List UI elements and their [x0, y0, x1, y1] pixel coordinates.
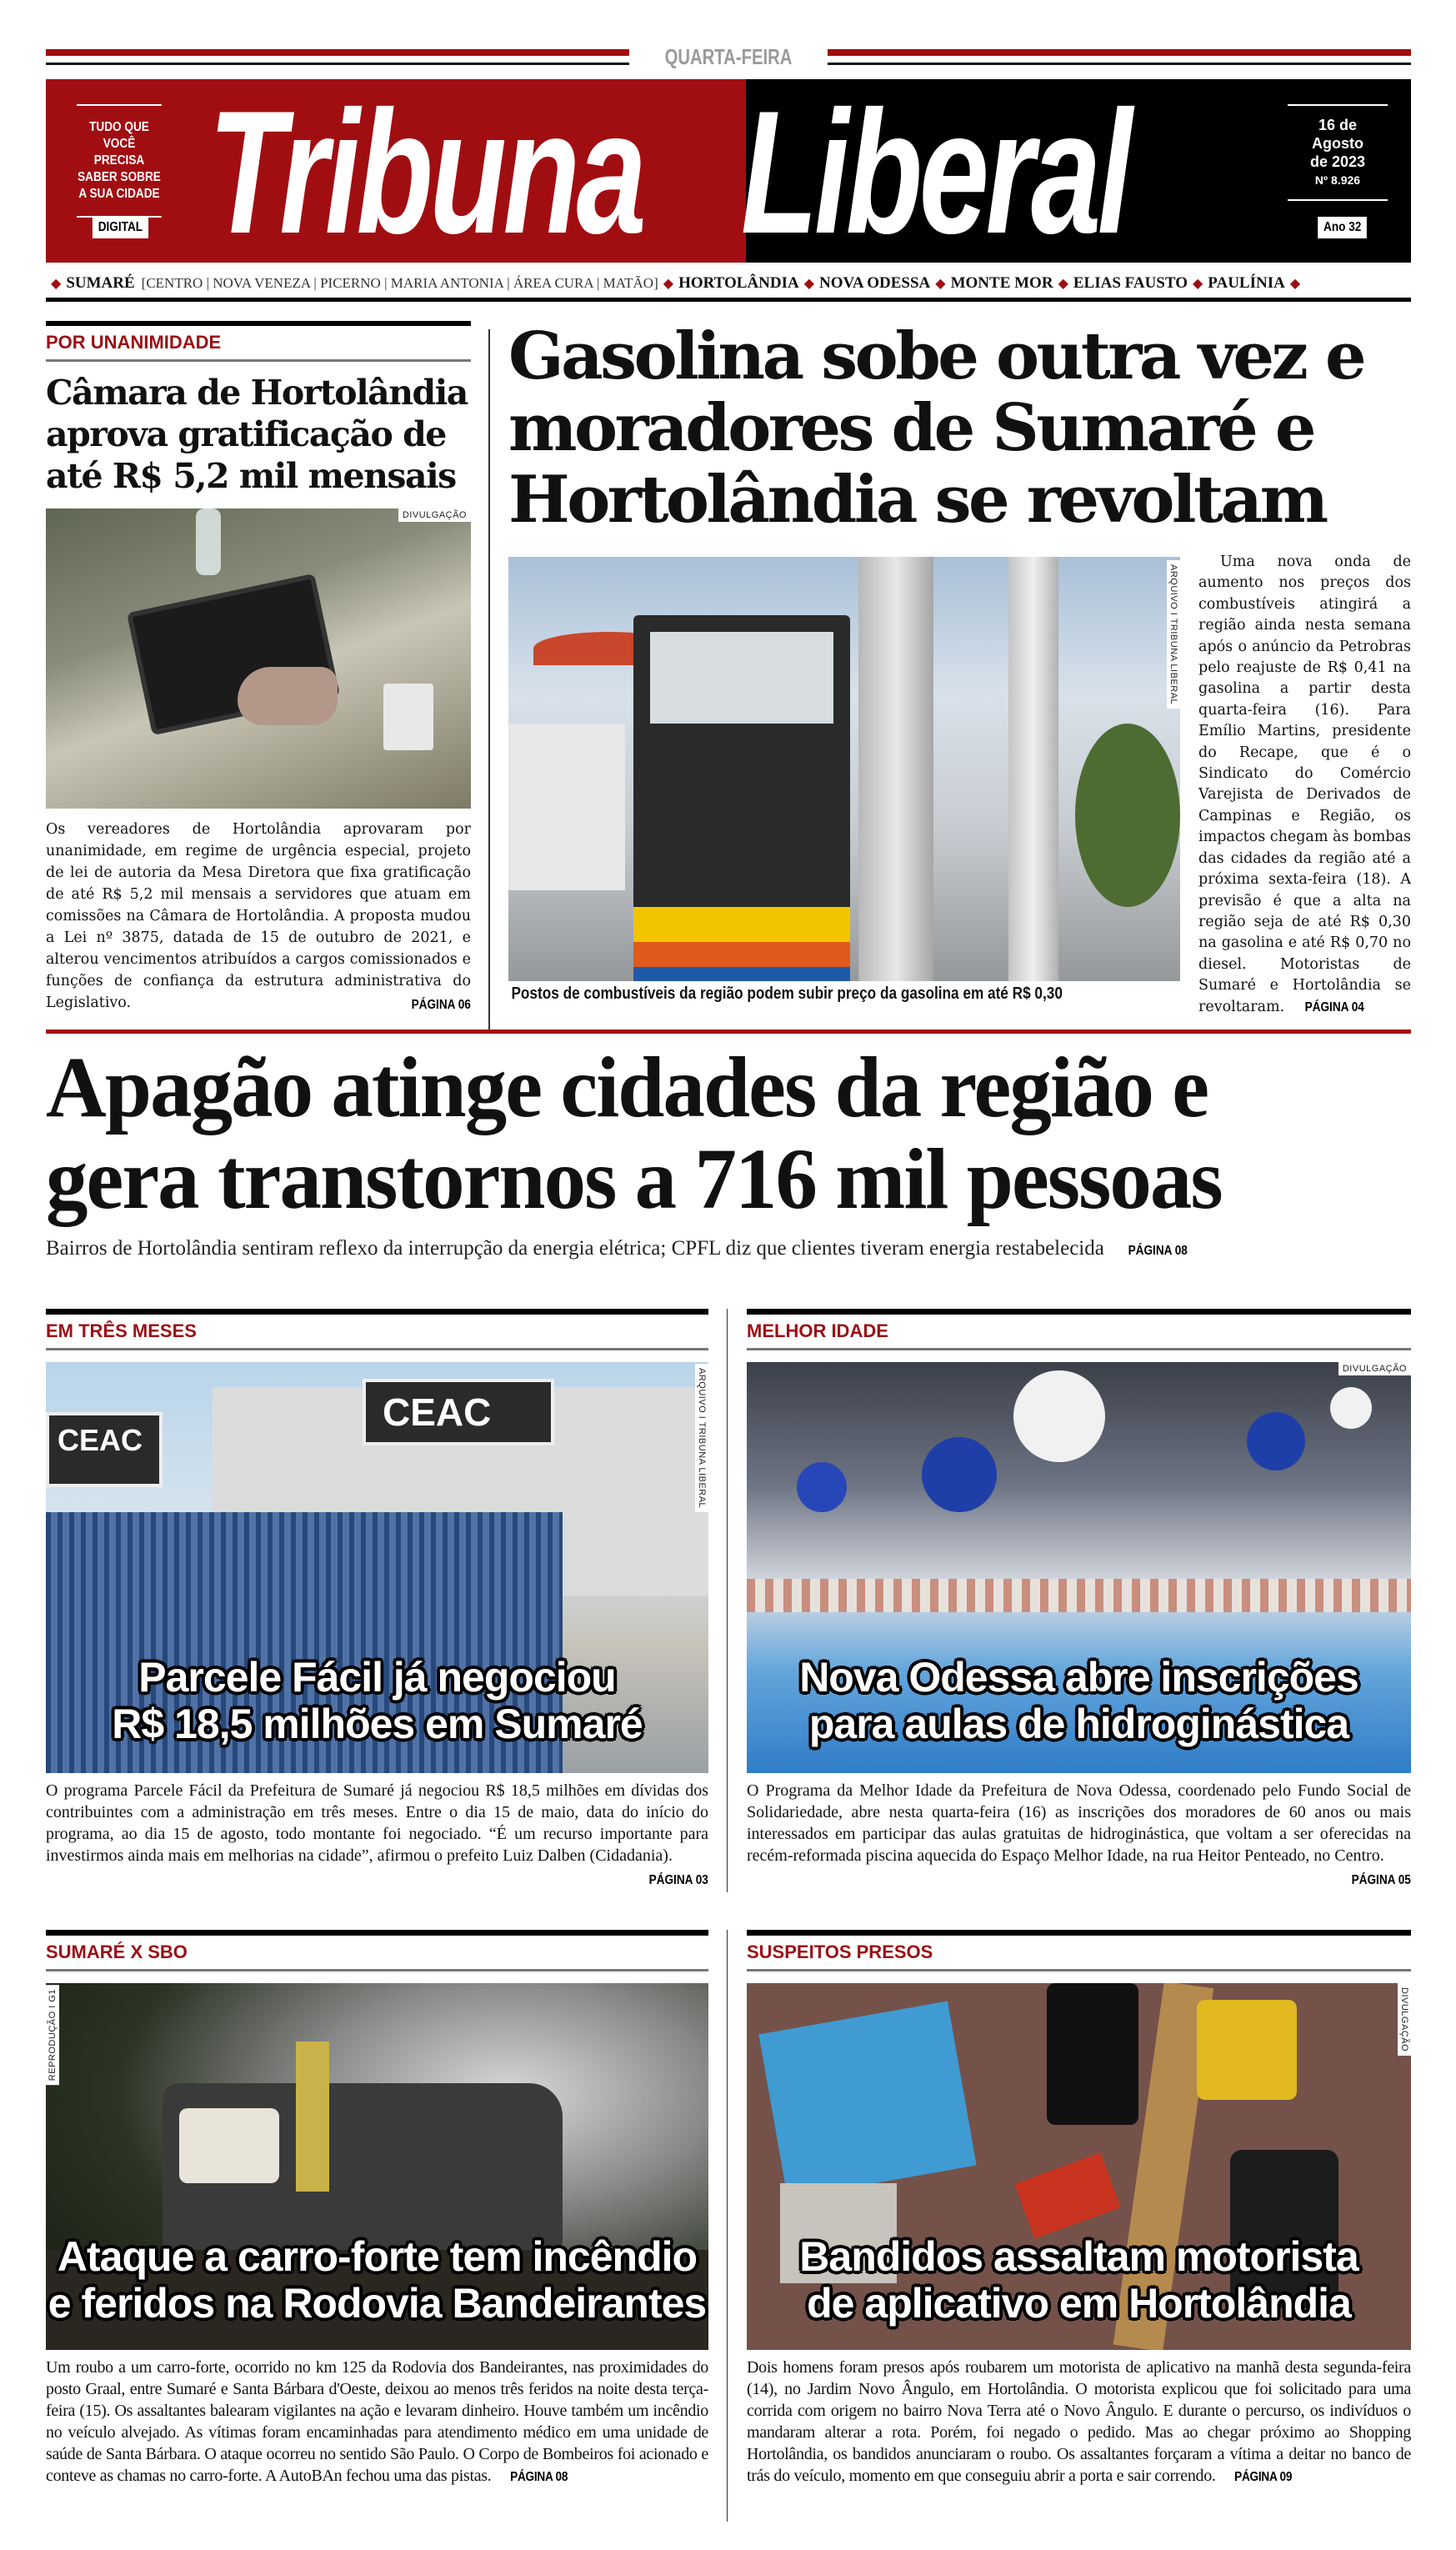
caption-bar [508, 981, 1180, 1009]
weekday-bar [46, 46, 1411, 71]
body-text: O Programa da Melhor Idade da Prefeitura de Nova Odessa, coordenado pelo Fundo Social de Solidariedade, abre nesta quarta-feira (16) as inscrições dos moradores de 60 anos ou mais interessados em participar das aulas gratuitas de hidroginástica, que voltam a ser oferecidas na recém-reformada piscina aquecida do Espaço Melhor Idade, na rua Heitor Penteado, no Centro. [747, 1781, 1411, 1865]
tagline-line: TUDO QUE [89, 120, 149, 134]
item-phone [1047, 1983, 1138, 2125]
rule [828, 49, 1411, 56]
column-divider [727, 1309, 728, 1892]
article-body [747, 1780, 1411, 1887]
body-text: Dois homens foram presos após roubarem um motorista de aplicativo na manhã desta segunda-feira (14), no Jardim Novo Ângulo, em Hortolândia. O motorista explicou que foi solicitado para uma corrida com origem no bairro Nova Terra até o Novo Ângulo. E durante o percurso, os indivíduos o mandaram alterar a rota. Porém, foi negado o pedido. Mas ao chegar próximo ao Shopping Hortolândia, os bandidos anunciaram o roubo. Os assaltantes forçaram a vítima a deitar no banco de trás do veículo, momento em que conseguiu abrir a porta e sair correndo. [747, 2358, 1411, 2485]
masthead-red-panel [46, 74, 746, 270]
photo-credit: ARQUIVO I TRIBUNA LIBERAL [1167, 560, 1180, 709]
ceac-sign-small: CEAC [46, 1412, 163, 1487]
column-divider [727, 1930, 728, 2522]
photo-credit: REPRODUÇÃO I G1 [46, 1985, 59, 2085]
photo-burning-truck [46, 1983, 708, 2350]
subhead-row [46, 1237, 1411, 1260]
balloon-blue [922, 1437, 997, 1512]
logo-liberal: Liberal [741, 74, 1129, 270]
headline[interactable]: Câmara de Hortolândia aprova gratificação de até R$ 5,2 mil mensais [46, 373, 468, 496]
kicker: EM TRÊS MESES [46, 1320, 708, 1350]
logo-tribuna: Tribuna [208, 74, 643, 270]
page-link[interactable]: PÁGINA 05 [1351, 1873, 1411, 1887]
overlay-headline[interactable] [46, 1654, 708, 1747]
pump-body [633, 615, 850, 1007]
article-body [46, 819, 471, 1014]
overlay-line: de aplicativo em Hortolândia [807, 2280, 1351, 2327]
red-divider [46, 1030, 1411, 1034]
overlay-line: R$ 18,5 milhões em Sumaré [112, 1701, 643, 1747]
subhead: Bairros de Hortolândia sentiram reflexo da interrupção da energia elétrica; CPFL diz que clientes tiveram energia restabelecida [46, 1237, 1104, 1260]
city-link-hortolandia[interactable]: HORTOLÂNDIA [678, 273, 799, 292]
article-body [747, 2357, 1411, 2488]
rule [46, 63, 629, 65]
photo-credit: DIVULGAÇÃO [1398, 1983, 1411, 2056]
car-shape [508, 724, 625, 890]
section-head [747, 1309, 1411, 1350]
overlay-line: Parcele Fácil já negociou [138, 1654, 616, 1701]
headline-line: gera transtornos a 716 mil pessoas [46, 1131, 1222, 1227]
diamond-icon: ◆ [935, 276, 946, 291]
balloon-white [1330, 1387, 1372, 1429]
photo-caption: Postos de combustíveis da região podem subir preço da gasolina em até R$ 0,30 [511, 984, 1063, 1003]
balloon-white [1013, 1370, 1105, 1462]
diamond-icon: ◆ [663, 276, 674, 291]
kicker: MELHOR IDADE [747, 1320, 1411, 1350]
diamond-icon: ◆ [1058, 276, 1068, 291]
item-red-card [1014, 2152, 1120, 2238]
balloon-blue [797, 1462, 847, 1512]
diamond-icon: ◆ [803, 276, 815, 291]
issue-date [1288, 104, 1388, 201]
photo-credit: DIVULGAÇÃO [1338, 1362, 1411, 1375]
city-nav [46, 268, 1411, 302]
story-camara[interactable] [46, 321, 471, 1016]
crowd-shape [747, 1579, 1411, 1612]
digital-badge: DIGITAL [93, 217, 148, 238]
kicker: POR UNANIMIDADE [46, 331, 471, 362]
photo-pool [747, 1362, 1411, 1773]
date-line: de 2023 [1309, 153, 1366, 170]
diamond-icon: ◆ [1289, 276, 1301, 291]
issue-number: Nº 8.926 [1314, 173, 1361, 187]
column-shape [1008, 557, 1058, 1009]
city-link-monte-mor[interactable]: MONTE MOR [950, 273, 1053, 292]
city-link-nova-odessa[interactable]: NOVA ODESSA [819, 273, 931, 292]
date-line: Agosto [1312, 135, 1363, 152]
bottle-shape [196, 508, 221, 575]
photo-ceac-building [46, 1362, 708, 1773]
section-head [46, 1930, 708, 1971]
photo-camara-tablet [46, 508, 471, 809]
fire-glow [179, 2108, 279, 2183]
date-line: 16 de [1318, 117, 1358, 133]
weekday-label: QUARTA-FEIRA [657, 44, 800, 70]
masthead-black-panel [741, 74, 1411, 270]
city-link-paulinia[interactable]: PAULÍNIA [1208, 273, 1285, 292]
firefighter-shape [296, 2042, 329, 2192]
photo-seized-items [747, 1983, 1411, 2350]
overlay-line: Ataque a carro-forte tem incêndio [57, 2233, 698, 2280]
photo-credit: DIVULGAÇÃO [398, 508, 471, 522]
diamond-icon: ◆ [1192, 276, 1203, 291]
diamond-icon: ◆ [51, 276, 62, 291]
headline[interactable] [46, 1042, 1370, 1225]
item-yellow [1197, 2000, 1297, 2100]
section-head [46, 321, 471, 362]
pump-display [650, 632, 833, 724]
overlay-line: Bandidos assaltam motorista [799, 2233, 1358, 2280]
body-text: Um roubo a um carro-forte, ocorrido no km 125 da Rodovia dos Bandeirantes, nas proximidades do posto Graal, entre Sumaré e Santa Bárbara d'Oeste, deixou ao menos três feridos na noite desta terça-feira (15). Os assaltantes balearam vigilantes na ação e levaram dinheiro. Houve também um incêndio no veículo alvejado. As vítimas foram encaminhadas para atendimento médico em uma unidade de saúde de Santa Bárbara. O ataque ocorreu no sentido São Paulo. O Corpo de Bombeiros foi acionado e conteve as chamas no carro-forte. A AutoBAn fechou uma das pistas. [46, 2358, 708, 2485]
column-shape [858, 557, 933, 1009]
page-link[interactable]: PÁGINA 03 [648, 1873, 708, 1887]
overlay-headline[interactable] [747, 1654, 1411, 1747]
photo-credit: ARQUIVO I TRIBUNA LIBERAL [695, 1364, 708, 1512]
story-parcele[interactable] [46, 1309, 708, 1891]
cup-shape [383, 684, 433, 750]
story-suspeitos[interactable] [747, 1930, 1411, 2488]
headline-line: Apagão atinge cidades da região e [46, 1040, 1208, 1135]
page-link[interactable]: PÁGINA 04 [1304, 999, 1364, 1014]
page-link[interactable]: PÁGINA 09 [1234, 2470, 1293, 2484]
article-body [46, 1780, 708, 1887]
tagline [77, 104, 162, 218]
article-body [46, 2357, 708, 2488]
page-link[interactable]: PÁGINA 08 [510, 2470, 568, 2484]
section-head [747, 1930, 1411, 1971]
body-text: Os vereadores de Hortolândia aprovaram por unanimidade, em regime de urgência especial, projeto de lei de autoria da Mesa Diretora que fixa gratificação de até R$ 5,2 mil mensais a servidores que atuam em comissões na Câmara de Hortolândia. A proposta mudou a Lei nº 3875, datada de 15 de outubro de 2021, e alterou vencimentos atribuídos a cargos comissionados e funções de confiança da estrutura administrativa do Legislativo. [46, 821, 471, 1011]
body-text: Uma nova onda de aumento nos preços dos combustíveis atingirá a região ainda nesta semana após o anúncio da Petrobras pelo reajuste de R$ 0,41 na gasolina a partir desta quarta-feira (16). Para Emílio Martins, presidente do Recape, que é o Sindicato do Comércio Varejista de Derivados de Campinas e Região, os impactos chegam às bombas das cidades da região até a próxima sexta-feira (18). A previsão é que a alta na região seja de até R$ 0,30 na gasolina e até R$ 0,70 no diesel. Motoristas de Sumaré e Hortolândia se revoltaram. [1198, 554, 1411, 1015]
body-text: O programa Parcele Fácil da Prefeitura de Sumaré já negociou R$ 18,5 milhões em dívidas dos contribuintes com a administração em três meses. Entre o dia 15 de maio, data do início do programa, ao dia 15 de agosto, todo montante foi negociado. “É um recurso importante para investirmos ainda mais em melhorias na cidade”, afirmou o prefeito Luiz Dalben (Cidadania). [46, 1781, 708, 1865]
year-badge: Ano 32 [1318, 217, 1367, 238]
ceac-sign: CEAC [363, 1379, 554, 1445]
overlay-line: para aulas de hidroginástica [808, 1701, 1349, 1747]
story-apagao[interactable] [46, 1042, 1411, 1260]
article-body [1198, 552, 1411, 1018]
section-head [46, 1309, 708, 1350]
overlay-line: Nova Odessa abre inscrições [799, 1654, 1358, 1701]
city-link-sumare[interactable]: SUMARÉ [66, 273, 135, 292]
kicker: SUSPEITOS PRESOS [747, 1941, 1411, 1971]
kicker: SUMARÉ X SBO [46, 1941, 708, 1971]
rule [828, 63, 1411, 65]
overlay-headline[interactable] [46, 2233, 708, 2327]
sumare-neighborhoods: [CENTRO | NOVA VENEZA | PICERNO | MARIA ANTONIA | ÁREA CURA | MATÃO] [141, 274, 658, 291]
headline[interactable]: Gasolina sobe outra vez e moradores de Sumaré e Hortolândia se revoltam [508, 318, 1364, 538]
page-link[interactable]: PÁGINA 08 [1128, 1244, 1188, 1258]
photo-fuel-pump [508, 557, 1180, 1009]
tagline-line: VOCÊ PRECISA [93, 137, 145, 168]
tagline-line: A SUA CIDADE [78, 187, 160, 201]
masthead[interactable] [46, 74, 1411, 270]
story-melhor-idade[interactable] [747, 1309, 1411, 1891]
balloon-blue [1247, 1412, 1305, 1470]
overlay-headline[interactable] [747, 2233, 1411, 2327]
city-link-elias-fausto[interactable]: ELIAS FAUSTO [1073, 273, 1188, 292]
page-link[interactable]: PÁGINA 06 [411, 998, 471, 1012]
tagline-line: SABER SOBRE [78, 170, 161, 184]
overlay-line: e feridos na Rodovia Bandeirantes [48, 2280, 707, 2327]
item-blue-card [758, 2001, 976, 2199]
tree-shape [1075, 724, 1180, 907]
rule [46, 49, 629, 56]
column-divider [488, 329, 490, 1030]
hand-shape [238, 667, 338, 725]
story-gasolina[interactable] [508, 318, 1411, 538]
story-carro-forte[interactable] [46, 1930, 708, 2488]
